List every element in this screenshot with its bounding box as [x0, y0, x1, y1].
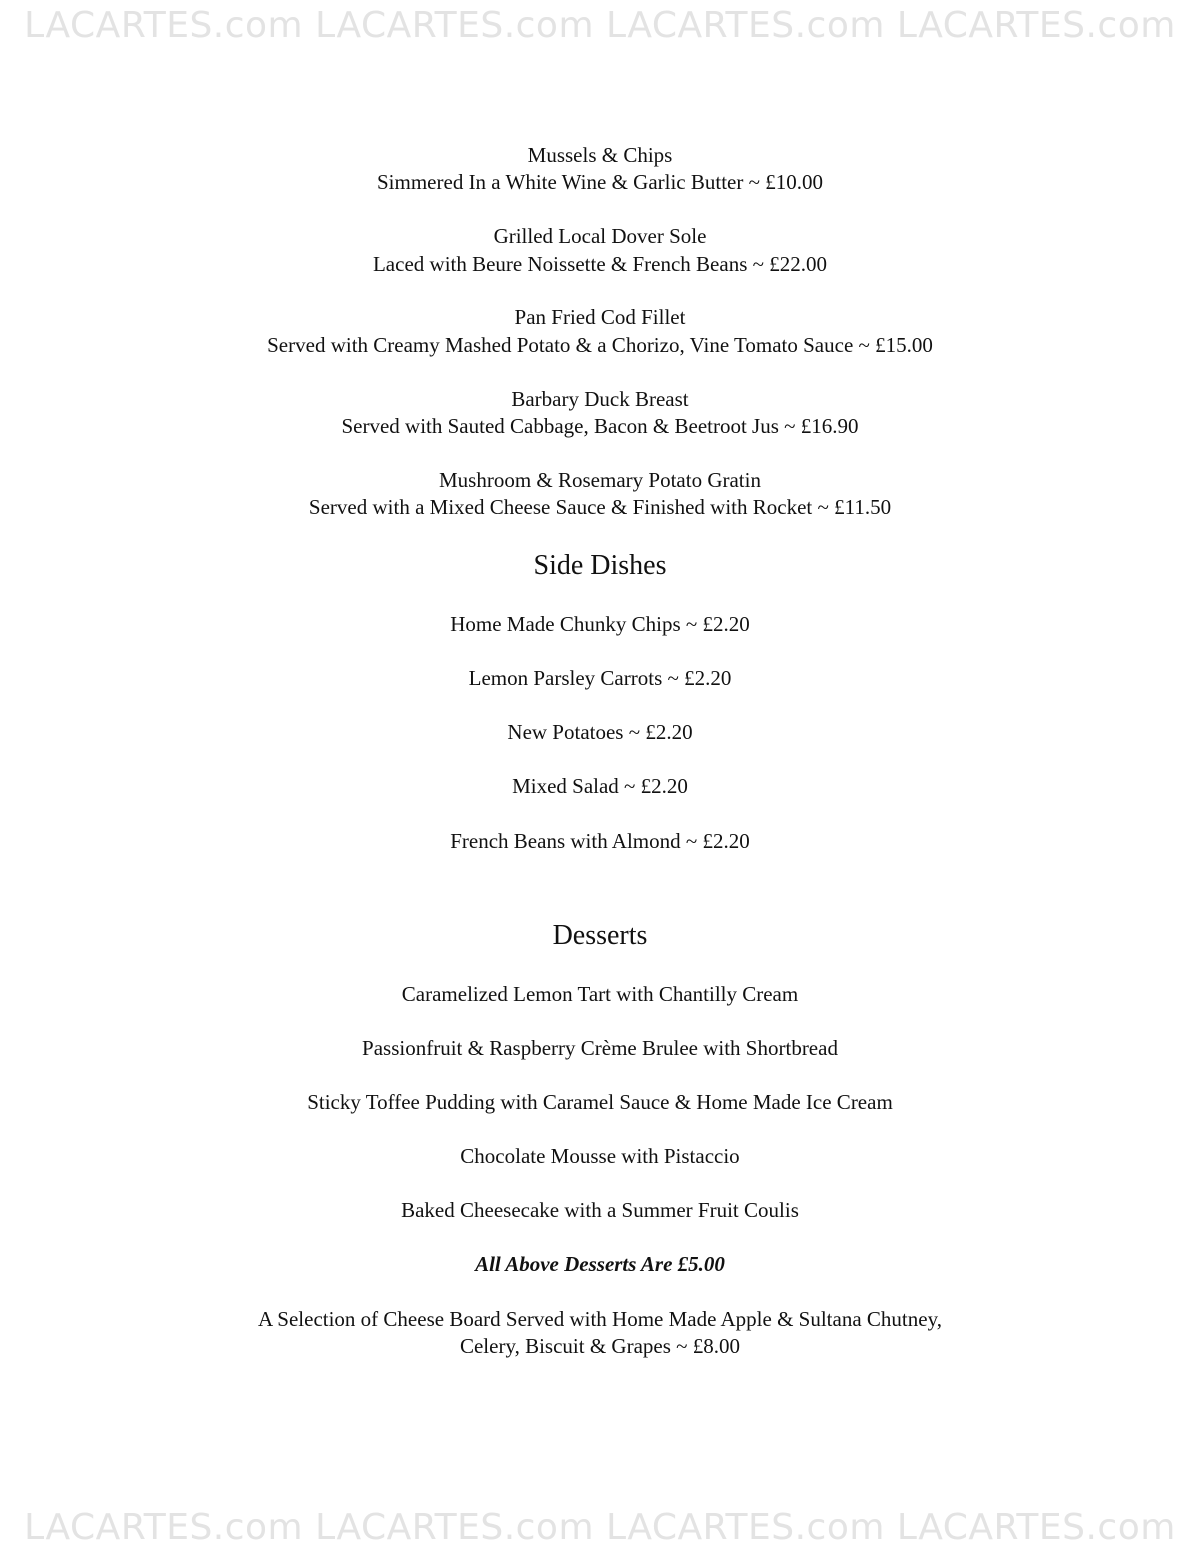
main-dish-name: Pan Fried Cod Fillet: [514, 305, 686, 329]
main-dish-description: Served with Creamy Mashed Potato & a Chorizo, Vine Tomato Sauce ~ £15.00: [267, 333, 933, 357]
cheese-board-line-2: Celery, Biscuit & Grapes ~ £8.00: [459, 1334, 741, 1358]
dessert-item: Passionfruit & Raspberry Crème Brulee with Shortbread: [362, 1036, 838, 1060]
main-dish-description: Simmered In a White Wine & Garlic Butter ~ £10.00: [377, 170, 823, 194]
main-dish-name: Mussels & Chips: [527, 143, 673, 167]
dessert-item: Sticky Toffee Pudding with Caramel Sauce & Home Made Ice Cream: [307, 1090, 893, 1114]
main-dish-description: Served with Sauted Cabbage, Bacon & Beetroot Jus ~ £16.90: [341, 414, 859, 438]
dessert-item: Baked Cheesecake with a Summer Fruit Coulis: [401, 1198, 799, 1222]
dessert-price-note: All Above Desserts Are £5.00: [475, 1252, 725, 1276]
main-dish-description: Laced with Beure Noissette & French Beans ~ £22.00: [372, 252, 827, 276]
main-dish-name: Mushroom & Rosemary Potato Gratin: [439, 468, 761, 492]
dessert-item: Caramelized Lemon Tart with Chantilly Cream: [401, 982, 799, 1006]
side-dish-item: New Potatoes ~ £2.20: [507, 720, 693, 744]
cheese-board-line-1: A Selection of Cheese Board Served with Home Made Apple & Sultana Chutney,: [258, 1307, 942, 1331]
side-dish-item: French Beans with Almond ~ £2.20: [450, 829, 750, 853]
side-dish-item: Mixed Salad ~ £2.20: [512, 774, 688, 798]
watermark-bottom: LACARTES.com LACARTES.com LACARTES.com LACARTES.com: [24, 1507, 1176, 1548]
watermark-top: LACARTES.com LACARTES.com LACARTES.com LACARTES.com: [24, 5, 1176, 46]
side-dish-item: Lemon Parsley Carrots ~ £2.20: [468, 666, 732, 690]
side-dishes-heading: Side Dishes: [533, 550, 667, 581]
main-dish-name: Barbary Duck Breast: [511, 387, 689, 411]
main-dish-description: Served with a Mixed Cheese Sauce & Finished with Rocket ~ £11.50: [308, 495, 892, 519]
desserts-heading: Desserts: [552, 920, 648, 951]
dessert-item: Chocolate Mousse with Pistaccio: [460, 1144, 740, 1168]
side-dish-item: Home Made Chunky Chips ~ £2.20: [450, 612, 750, 636]
main-dish-name: Grilled Local Dover Sole: [493, 224, 707, 248]
